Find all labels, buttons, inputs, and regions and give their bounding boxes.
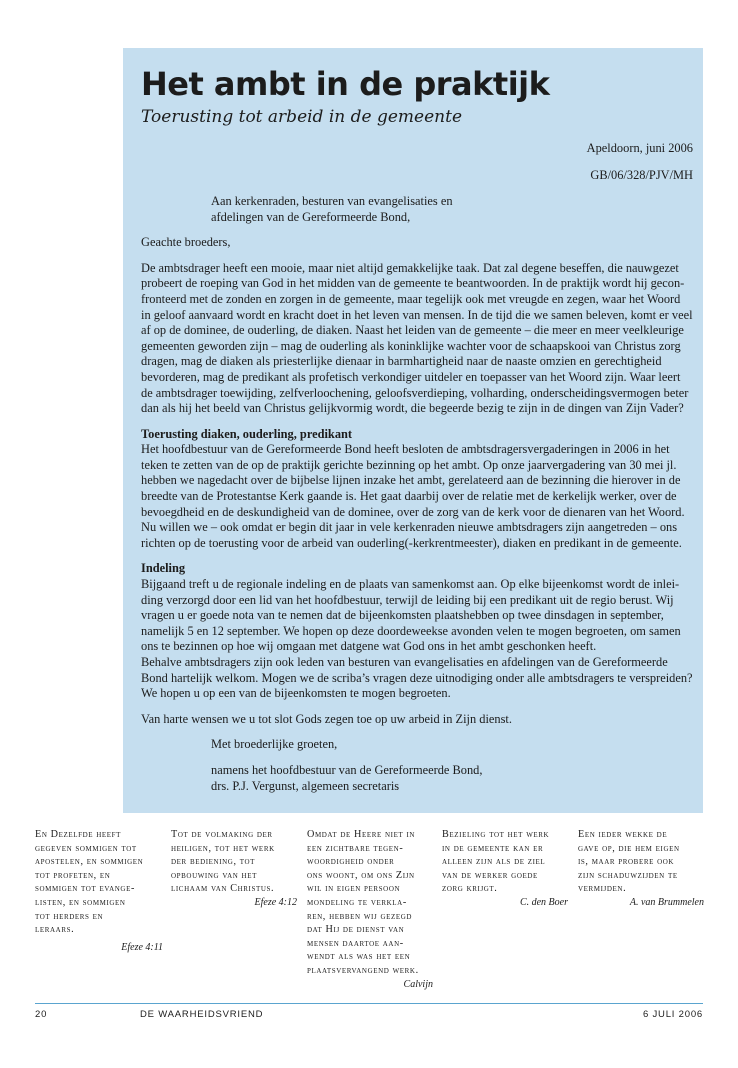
issue-date: 6 JULI 2006 <box>642 1009 703 1020</box>
text-line: dan als hij het beeld van Christus gelijkvormig wordt, die begeerde bezig te zijn in de dingen van Zijn Vader? <box>141 401 684 416</box>
section-heading: Indeling <box>141 561 186 576</box>
quote-line: dat Hij de dienst van <box>307 924 405 936</box>
text-line: richten op de toerusting voor de arbeid van ouderling(-kerkrentmeester), diaken en predikant in de gemeente. <box>141 535 682 550</box>
quote-line: mensen daartoe aan- <box>307 937 404 949</box>
text-line: af op de dominee, de ouderling, de diaken. Naast het leiden van de gemeente – die meer en meer veelkleurige <box>141 323 684 338</box>
salutation: Geachte broeders, <box>141 235 231 250</box>
text-line: de ambtsdrager toewijding, zelfverloochening, geloofsverdieping, volharding, onderscheidingsvermogen beter <box>141 385 689 400</box>
section-paragraph <box>141 577 693 702</box>
quote-source: Calvijn <box>403 978 433 990</box>
quote-line: sommigen tot evange- <box>35 883 135 895</box>
quote-line: Een ieder wekke de <box>578 829 668 840</box>
quote-line: mondeling te verkla- <box>307 896 407 908</box>
addressee-line: afdelingen van de Gereformeerde Bond, <box>211 209 411 224</box>
reference-number: GB/06/328/PJV/MH <box>590 168 693 183</box>
place-date: Apeldoorn, juni 2006 <box>586 140 693 155</box>
quote-source: C. den Boer <box>519 896 568 908</box>
intro-paragraph <box>141 261 693 417</box>
text-line: hebben we nagedacht over de bijbelse lijnen inzake het ambt, gerelateerd aan de bezinning die hierover in de <box>141 473 681 488</box>
page-number: 20 <box>35 1009 48 1020</box>
quote-line: gave op, die hem eigen <box>578 842 680 854</box>
quote-line: der bediening, tot <box>171 856 256 868</box>
text-line: teken te zetten van de op de praktijk gerichte bezinning op het ambt. Op onze jaarvergadering van 30 mei jl. <box>141 457 677 472</box>
text-line: We hopen u op een van de bijeenkomsten te mogen begroeten. <box>141 686 451 701</box>
text-line: breedte van de Protestantse Kerk gaande is. Het gaat daarbij over de relatie met de kerkelijk werker, over de <box>141 489 677 504</box>
quote-source: Efeze 4:12 <box>254 896 297 908</box>
page-title: Het ambt in de praktijk <box>141 65 550 103</box>
text-line: dragen, mag de diaken als priesterlijke dienaar in barmhartigheid naar de naaste omzien en gerechtigheid <box>141 354 662 369</box>
text-line: Bijgaand treft u de regionale indeling en de plaats van samenkomst aan. Op elke bijeenkomst wordt de inlei- <box>141 577 680 592</box>
text-line: gemeenten geworden zijn – mag de ouderling als koninklijke wachter voor de schaapskooi van Christus zorg <box>141 338 681 353</box>
quote-line: zorg krijgt. <box>442 883 498 895</box>
quote-line: Bezieling tot het werk <box>442 829 550 840</box>
footer-divider <box>35 1003 703 1004</box>
quote-block <box>171 828 297 910</box>
text-line: namelijk 5 en 12 september. We hopen op deze doordeweekse avonden velen te mogen begroeten, om samen <box>141 623 681 638</box>
quote-line: vermijden. <box>578 883 627 895</box>
quote-line: opbouwing van het <box>171 869 257 881</box>
quote-block <box>35 828 163 954</box>
signature-line: namens het hoofdbestuur van de Gereformeerde Bond, <box>211 762 483 777</box>
quote-block <box>307 828 433 991</box>
section-paragraph <box>141 442 693 551</box>
greeting: Met broederlijke groeten, <box>211 737 338 752</box>
quote-line: plaatsvervangend werk. <box>307 964 419 976</box>
quote-line: En Dezelfde heeft <box>35 829 122 840</box>
text-line: ons te bezinnen op hoe wij omgaan met datgene wat God ons in het ambt geschonken heeft. <box>141 639 597 654</box>
quote-line: lichaam van Christus. <box>171 883 275 895</box>
quotes-row <box>35 828 703 993</box>
quote-block <box>578 828 704 910</box>
closing-sentence: Van harte wensen we u tot slot Gods zegen toe op uw arbeid in Zijn dienst. <box>141 711 512 726</box>
text-line: ding verzorgd door een lid van het hoofdbestuur, terwijl de leiding bij een predikant uit de regio berust. Wij <box>141 592 674 607</box>
quote-line: wendt als was het een <box>307 951 411 963</box>
publication-name: DE WAARHEIDSVRIEND <box>140 1009 264 1020</box>
text-line: Bond hartelijk welkom. Mogen we de scriba’s vragen deze uitnodiging onder alle ambtsdragers te verspreiden? <box>141 670 693 685</box>
quote-line: ren, hebben wij gezegd <box>307 910 413 922</box>
quote-line: wil in eigen persoon <box>307 883 401 895</box>
addressee-line: Aan kerkenraden, besturen van evangelisaties en <box>211 193 453 208</box>
quote-line: apostelen, en sommigen <box>35 856 144 868</box>
quote-block <box>442 828 568 910</box>
quote-line: alleen zijn als de ziel <box>442 856 546 868</box>
quote-line: woordigheid onder <box>307 856 395 868</box>
quote-line: Omdat de Heere niet in <box>307 829 416 840</box>
quote-line: zijn schaduwzijden te <box>578 869 678 881</box>
text-line: vragen u er goede nota van te nemen dat de bijeenkomsten plaatshebben op twee dinsdagen in september, <box>141 608 664 623</box>
text-line: bevoegdheid en de deskundigheid van de dominee, over de zorg van de kerk voor de dienaren van het Woord. <box>141 504 685 519</box>
quote-line: in de gemeente kan er <box>442 842 544 854</box>
text-line: in geloof aanvaard wordt en kracht doet in het leven van mensen. In de tijd die we samen beleven, komt er veel <box>141 307 693 322</box>
quote-line: is, maar probere ook <box>578 856 675 868</box>
quote-line: listen, en sommigen <box>35 896 126 908</box>
text-line: Nu willen we – ook omdat er begin dit jaar in vele kerkenraden nieuwe ambtsdragers zijn aangetreden – ons <box>141 520 678 535</box>
text-line: Het hoofdbestuur van de Gereformeerde Bond heeft besloten de ambtsdragersvergaderingen in 2006 in het <box>141 442 670 457</box>
text-line: probeert de roeping van God in het midden van de gemeente te beantwoorden. In de praktijk wordt hij gecon- <box>141 276 685 291</box>
quote-line: Tot de volmaking der <box>171 829 273 840</box>
quote-line: van de werker goede <box>442 869 538 881</box>
quote-line: tot profeten, en <box>35 869 111 881</box>
text-line: bevorderen, mag de predikant als profetisch verkondiger uitdeler en toepasser van het Woord zijn. Waar leert <box>141 369 681 384</box>
text-line: Behalve ambtsdragers zijn ook leden van besturen van evangelisaties en afdelingen van de Gereformeerde <box>141 655 668 670</box>
quote-line: een zichtbare tegen- <box>307 842 404 854</box>
text-line: fronteerd met de zonden en zorgen in de gemeente, maar tegelijk ook met vreugde en zegen, waar het Woord <box>141 291 681 306</box>
quote-source: Efeze 4:11 <box>121 941 163 953</box>
quote-line: tot herders en <box>35 910 104 922</box>
quote-line: gegeven sommigen tot <box>35 842 137 854</box>
quote-source: A. van Brummelen <box>629 896 704 908</box>
letter-box <box>123 48 703 813</box>
section-heading: Toerusting diaken, ouderling, predikant <box>141 426 353 441</box>
page-subtitle: Toerusting tot arbeid in de gemeente <box>141 106 463 127</box>
signature-line: drs. P.J. Vergunst, algemeen secretaris <box>211 778 400 793</box>
quote-line: heiligen, tot het werk <box>171 842 275 854</box>
quote-line: leraars. <box>35 924 75 936</box>
quote-line: ons woont, om ons Zijn <box>307 869 415 881</box>
text-line: De ambtsdrager heeft een mooie, maar niet altijd gemakkelijke taak. Dat zal degene beseffen, die nauwgezet <box>141 260 679 275</box>
